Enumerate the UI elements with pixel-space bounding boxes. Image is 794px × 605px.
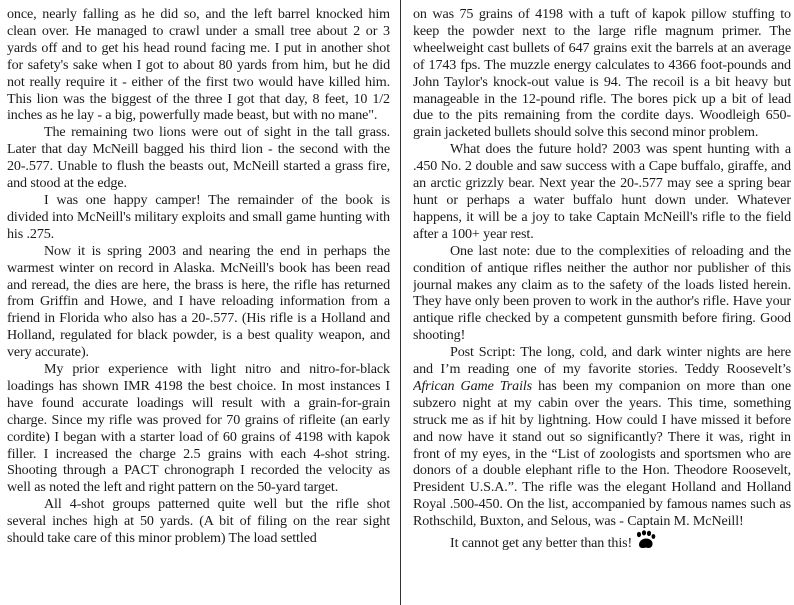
right-paragraph-2: What does the future hold? 2003 was spent hunting with a .450 No. 2 double and saw success with a Cape buffalo, giraffe, and an arctic grizzly bear. Next year the 20-.577 may see a spring bear hunt or perhaps a water buffalo hunt down under. Whatever happens, it will be a joy to take Captain McNeill's rifle to the field after a 100+ year rest.: [413, 141, 791, 242]
left-paragraph-5: My prior experience with light nitro and nitro-for-black loadings has shown IMR 4198 the best choice. In most instances I have found accurate loadings will result with a grain-for-grain charge. Since my rifle was proved for 70 grains of rifleite (an early cordite) I began with a starter load of 60 grains of 4198 with kapok filler. I increased the charge 2.5 grains with each 4-shot string. Shooting through a PACT chronograph I recorded the velocity as well as noted the left and right pattern on the 50-yard target.: [7, 361, 390, 496]
right-column: [413, 6, 791, 605]
right-paragraph-1: on was 75 grains of 4198 with a tuft of kapok pillow stuffing to keep the powder next to the large rifle magnum primer. The wheelweight cast bullets of 647 grains exit the barrels at an average of 1743 fps. The muzzle energy calculates to 4366 foot-pounds and John Taylor's knock-out value is 94. The recoil is a bit heavy but manageable in the 12-pound rifle. The bores pick up a bit of lead due to the pits remaining from the cordite days. Woodleigh 650-grain jacketed bullets should solve this second minor problem.: [413, 6, 791, 141]
column-divider: [400, 0, 401, 605]
left-paragraph-4: Now it is spring 2003 and nearing the end in perhaps the warmest winter on record in Alaska. McNeill's book has been read and reread, the dies are here, the brass is here, the rifle has returned from Griffin and Howe, and I have reloading information from a friend in Florida who also has a 20-.577. (His rifle is a Holland and Holland, regulated for black powder, is a best quality weapon, and very accurate).: [7, 242, 390, 361]
left-column: [7, 6, 390, 605]
right-paragraph-4: [413, 344, 791, 530]
right-paragraph-5: [413, 530, 791, 552]
postscript-text-start: Post Script: The long, cold, and dark winter nights are here and I’m reading one of my favorite stories. Teddy Roosevelt’s: [413, 344, 791, 378]
left-paragraph-2: The remaining two lions were out of sight in the tall grass. Later that day McNeill bagged his third lion - the second with the 20-.577. Unable to flush the beasts out, McNeill started a grass fire, and stood at the edge.: [7, 124, 390, 192]
left-paragraph-6: All 4-shot groups patterned quite well but the rifle shot several inches high at 50 yards. (A bit of filing on the rear sight should take care of this minor problem) The load settled: [7, 496, 390, 547]
book-title: African Game Trails: [413, 377, 533, 394]
right-paragraph-3: One last note: due to the complexities of reloading and the condition of antique rifles neither the author nor publisher of this journal makes any claim as to the safety of the loads listed herein. They have only been proven to work in the author's rifle. Have your antique rifle checked by a competent gunsmith before firing. Good shooting!: [413, 242, 791, 344]
left-paragraph-3: I was one happy camper! The remainder of the book is divided into McNeill's military exploits and small game hunting with his .275.: [7, 191, 390, 242]
paw-print-icon: [634, 530, 658, 550]
postscript-text-end: has been my companion on more than one subzero night at my cabin over the years. This time, something struck me as if hit by lightning. How could I have missed it before and now have it stand out so significantly? There it was, right in front of my eyes, in the “List of zoologists and sportsmen who are donors of a double elephant rifle to the Hon. Theodore Roosevelt, President U.S.A.”. The rifle was the elegant Holland and Holland Royal .500-450. On the list, accompanied by famous names such as Rothschild, Buxton, and Selous, was - Captain M. McNeill!: [413, 377, 791, 530]
closing-line: It cannot get any better than this!: [450, 535, 633, 552]
left-paragraph-1: once, nearly falling as he did so, and the left barrel knocked him clean over. He managed to crawl under a small tree about 2 or 3 yards off and to get his head round facing me. I put in another shot for safety's sake when I got to about 80 yards from him, but he did not really require it - either of the first two would have killed him. This lion was the biggest of the three I got that day, 8 feet, 10 1/2 inches as he lay - a big, powerfully made beast, but with no mane".: [7, 6, 390, 124]
